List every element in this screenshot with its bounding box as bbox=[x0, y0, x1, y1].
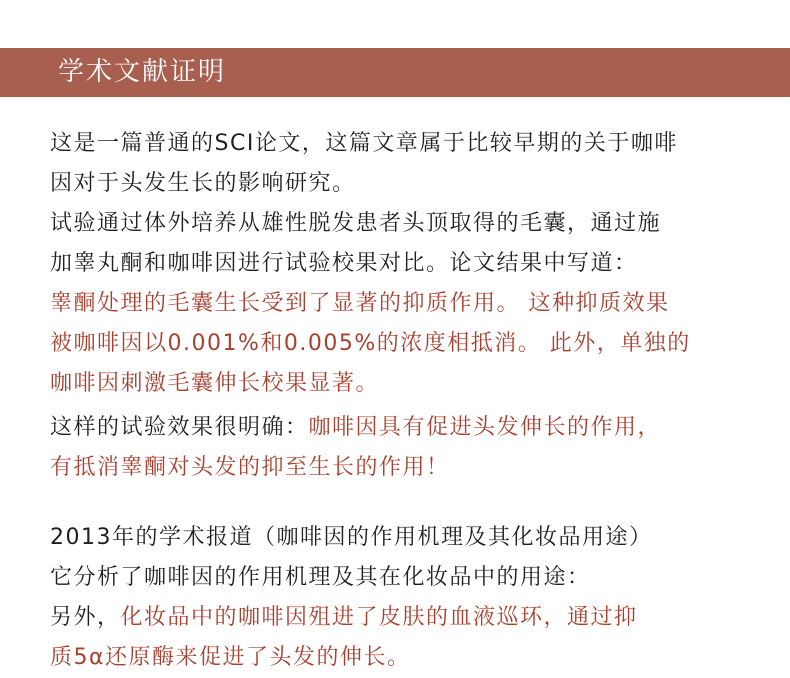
intro-line-1: 这是一篇普通的SCI论文，这篇文章属于比较早期的关于咖啡 bbox=[50, 131, 678, 156]
section-title: 学术文献证明 bbox=[58, 57, 227, 87]
section-header-bar bbox=[0, 48, 790, 97]
article-content bbox=[50, 124, 750, 678]
result-line-3: 咖啡因刺激毛囊伸长校果显著。 bbox=[50, 371, 380, 396]
result-line-2: 被咖啡因以0.001%和0.005%的浓度相抵消。 此外，单独的 bbox=[50, 331, 691, 356]
report-line-4: 质5α还原酶来促进了头发的伸长。 bbox=[50, 645, 411, 670]
method-line-1: 试验通过体外培养从雄性脱发患者头顶取得的毛囊，通过施 bbox=[50, 211, 662, 236]
conclusion-line-1 bbox=[50, 408, 750, 448]
conclusion-line-2: 有抵消睾酮对头发的抑至生长的作用！ bbox=[50, 455, 450, 480]
result-line-1: 睾酮处理的毛囊生长受到了显著的抑质作用。 这种抑质效果 bbox=[50, 291, 670, 316]
report-highlight-1: 化妆品中的咖啡因殂进了皮肤的血液巡环，通过抑 bbox=[120, 605, 638, 630]
report-line-1: 2013年的学术报道（咖啡因的作用机理及其化妆品用途） bbox=[50, 525, 653, 550]
conclusion-prefix: 这样的试验效果很明确： bbox=[50, 415, 309, 440]
report-line-3 bbox=[50, 598, 750, 638]
report-line-2: 它分析了咖啡因的作用机理及其在化妆品中的用途： bbox=[50, 565, 591, 590]
section-spacer bbox=[50, 488, 750, 518]
intro-line-2: 因对于头发生长的影响研究。 bbox=[50, 171, 356, 196]
method-line-2: 加睾丸酮和咖啡因进行试验校果对比。论文结果中写道： bbox=[50, 251, 638, 276]
conclusion-highlight-1: 咖啡因具有促进头发伸长的作用， bbox=[308, 415, 662, 440]
report-prefix: 另外， bbox=[50, 605, 121, 630]
